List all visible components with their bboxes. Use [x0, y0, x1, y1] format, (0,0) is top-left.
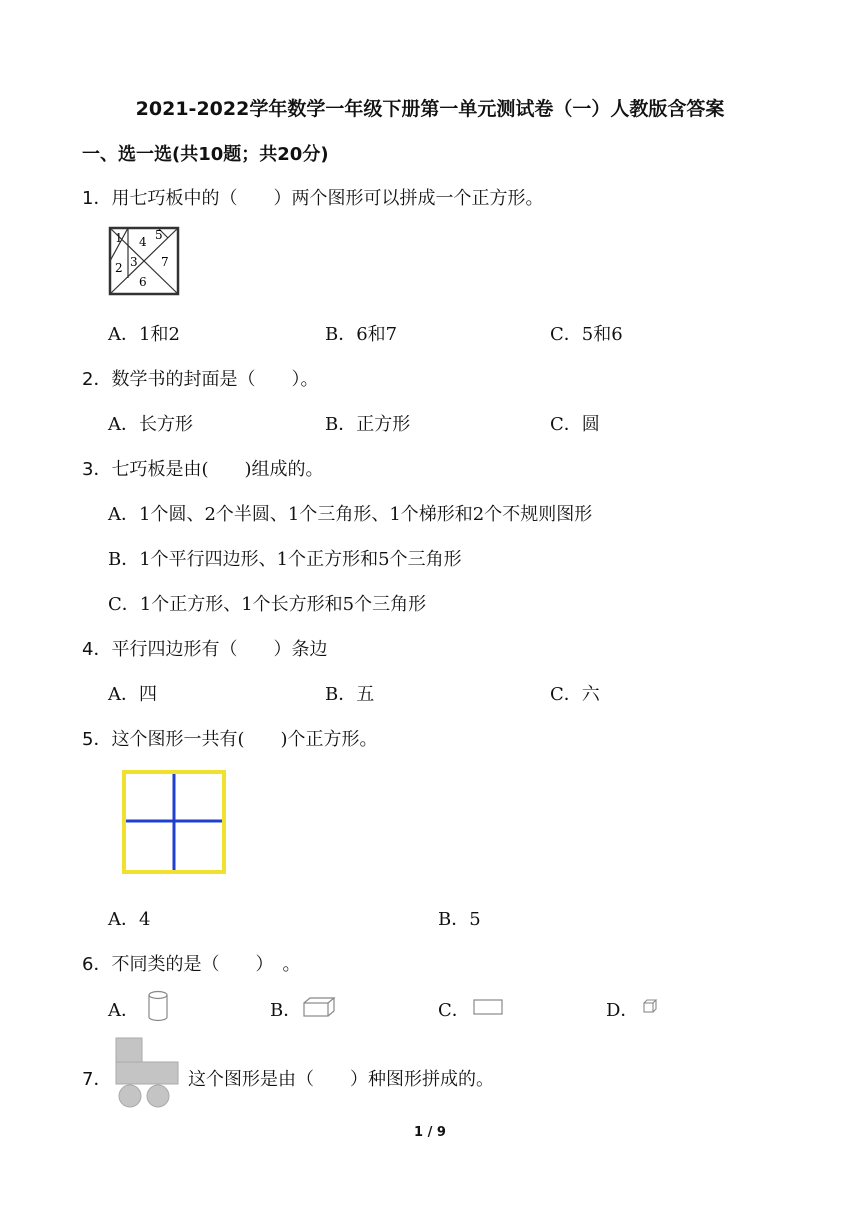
option-a[interactable]: A．1个圆、2个半圆、1个三角形、1个梯形和2个不规则图形	[108, 504, 593, 525]
option-a[interactable]: A．4	[108, 909, 151, 930]
question-3	[82, 455, 324, 481]
option-b[interactable]: B．五	[325, 684, 375, 705]
stroller-figure	[112, 1036, 182, 1112]
question-number: 4．	[82, 639, 112, 660]
option-a[interactable]: A．四	[108, 684, 157, 705]
option-c[interactable]: C．圆	[550, 414, 600, 435]
rectangle-icon	[472, 998, 504, 1016]
option-d-label: D．	[606, 1000, 639, 1021]
option-b[interactable]: B．6和7	[325, 324, 398, 345]
cube-icon	[642, 998, 658, 1014]
option-b[interactable]: B．1个平行四边形、1个正方形和5个三角形	[108, 549, 462, 570]
option-b[interactable]	[270, 996, 301, 1022]
question-1	[82, 184, 543, 210]
option-c-label: C．	[438, 1000, 470, 1021]
question-7-number: 7．	[82, 1069, 112, 1090]
question-text: 用七巧板中的（ ）两个图形可以拼成一个正方形。	[111, 188, 544, 209]
question-number: 3．	[82, 459, 112, 480]
option-a-label: A．	[108, 1000, 139, 1021]
tangram-label-2: 2	[115, 261, 123, 275]
page-indicator: 1 / 9	[414, 1125, 446, 1140]
option-b[interactable]: B．正方形	[325, 414, 411, 435]
question-number: 6．	[82, 954, 112, 975]
tangram-label-5: 5	[155, 228, 163, 242]
tangram-label-6: 6	[139, 275, 147, 289]
question-text: 数学书的封面是（ ）。	[111, 369, 319, 390]
option-c[interactable]: C．六	[550, 684, 600, 705]
question-text: 不同类的是（ ） 。	[111, 954, 301, 975]
question-text: 这个图形一共有( )个正方形。	[111, 729, 378, 750]
tangram-figure	[108, 226, 180, 296]
question-4	[82, 635, 327, 661]
option-a[interactable]: A．1和2	[108, 324, 180, 345]
option-d[interactable]	[606, 996, 638, 1022]
question-6	[82, 950, 300, 976]
tangram-label-1: 1	[115, 231, 123, 245]
tangram-label-7: 7	[161, 255, 169, 269]
question-number: 2．	[82, 369, 112, 390]
question-number: 1．	[82, 188, 112, 209]
section-heading: 一、选一选(共10题；共20分)	[82, 144, 329, 165]
question-5	[82, 725, 378, 751]
page-title: 2021-2022学年数学一年级下册第一单元测试卷（一）人教版含答案	[135, 98, 725, 120]
question-number: 5．	[82, 729, 112, 750]
question-text: 七巧板是由( )组成的。	[111, 459, 324, 480]
option-c[interactable]: C．1个正方形、1个长方形和5个三角形	[108, 594, 427, 615]
question-text: 平行四边形有（ ）条边	[111, 639, 328, 660]
tangram-label-4: 4	[139, 235, 147, 249]
cuboid-icon	[302, 996, 336, 1018]
tangram-label-3: 3	[130, 255, 138, 269]
option-b[interactable]: B．5	[438, 909, 481, 930]
option-c[interactable]: C．5和6	[550, 324, 623, 345]
option-a[interactable]	[108, 996, 139, 1022]
option-b-label: B．	[270, 1000, 302, 1021]
option-c[interactable]	[438, 996, 470, 1022]
option-a[interactable]: A．长方形	[108, 414, 193, 435]
question-2	[82, 365, 318, 391]
cylinder-icon	[146, 990, 170, 1022]
square-grid-figure	[122, 770, 226, 874]
question-7-text: 这个图形是由（ ）种图形拼成的。	[188, 1069, 494, 1090]
